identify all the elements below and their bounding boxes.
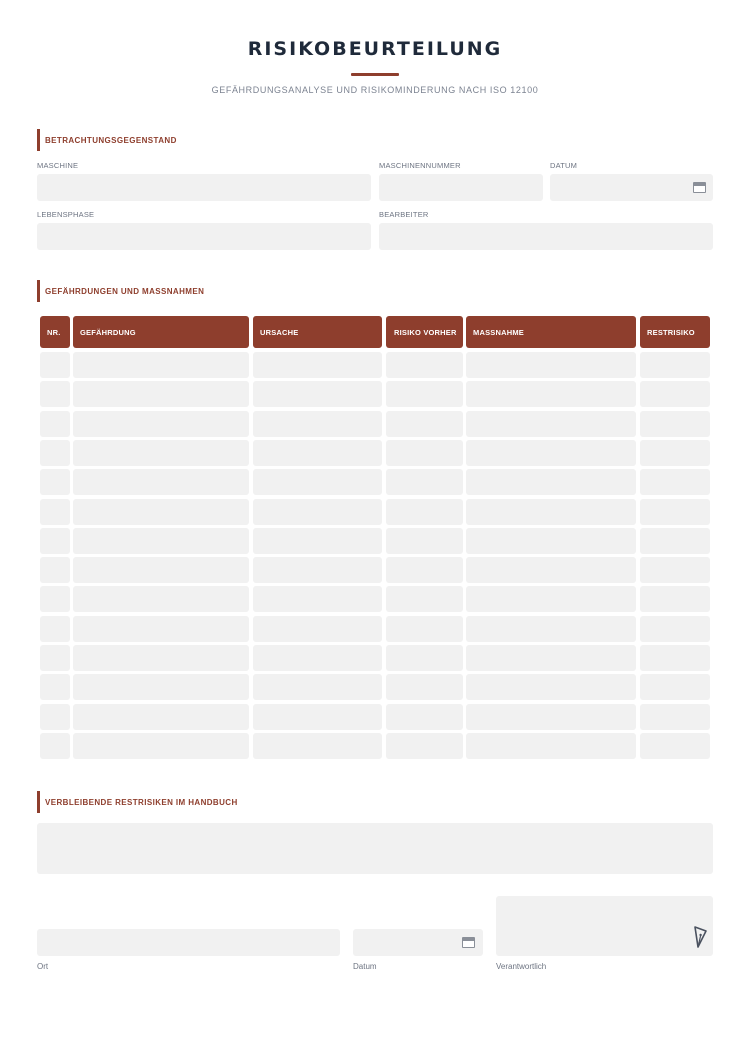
lebensphase-field[interactable] <box>37 223 371 250</box>
cell-nr[interactable] <box>40 674 70 700</box>
cell-ursache[interactable] <box>253 704 382 730</box>
signature-field[interactable] <box>496 896 713 956</box>
cell-gefaehrdung[interactable] <box>73 586 249 612</box>
label-datum-footer: Datum <box>353 962 377 971</box>
cell-massnahme[interactable] <box>466 499 636 525</box>
cell-ursache[interactable] <box>253 674 382 700</box>
title-divider <box>351 73 399 76</box>
label-maschinennummer: MASCHINENNUMMER <box>379 161 461 170</box>
section-heading-label: BETRACHTUNGSGEGENSTAND <box>45 135 177 145</box>
column-header-risiko-vorher: RISIKO VORHER <box>386 316 463 348</box>
cell-ursache[interactable] <box>253 469 382 495</box>
cell-gefaehrdung[interactable] <box>73 411 249 437</box>
calendar-icon[interactable] <box>462 937 475 948</box>
cell-nr[interactable] <box>40 704 70 730</box>
page-title: RISIKOBEURTEILUNG <box>247 38 503 60</box>
cell-gefaehrdung[interactable] <box>73 381 249 407</box>
cell-ursache[interactable] <box>253 440 382 466</box>
label-maschine: MASCHINE <box>37 161 79 170</box>
label-verantwortlich: Verantwortlich <box>496 962 547 971</box>
cell-gefaehrdung[interactable] <box>73 469 249 495</box>
cell-ursache[interactable] <box>253 586 382 612</box>
cell-gefaehrdung[interactable] <box>73 557 249 583</box>
cell-restrisiko[interactable] <box>640 440 710 466</box>
cell-gefaehrdung[interactable] <box>73 440 249 466</box>
cell-restrisiko[interactable] <box>640 411 710 437</box>
cell-ursache[interactable] <box>253 352 382 378</box>
cell-risiko-vorher[interactable] <box>386 381 463 407</box>
cell-ursache[interactable] <box>253 557 382 583</box>
cell-risiko-vorher[interactable] <box>386 704 463 730</box>
bearbeiter-field[interactable] <box>379 223 713 250</box>
cell-massnahme[interactable] <box>466 557 636 583</box>
restrisiken-textarea[interactable] <box>37 823 713 874</box>
ort-field[interactable] <box>37 929 340 956</box>
cell-massnahme[interactable] <box>466 352 636 378</box>
cell-nr[interactable] <box>40 645 70 671</box>
cell-gefaehrdung[interactable] <box>73 499 249 525</box>
cell-ursache[interactable] <box>253 616 382 642</box>
cell-nr[interactable] <box>40 586 70 612</box>
cell-gefaehrdung[interactable] <box>73 733 249 759</box>
cell-ursache[interactable] <box>253 381 382 407</box>
cell-nr[interactable] <box>40 381 70 407</box>
cell-nr[interactable] <box>40 528 70 554</box>
cell-risiko-vorher[interactable] <box>386 733 463 759</box>
cell-risiko-vorher[interactable] <box>386 645 463 671</box>
cell-risiko-vorher[interactable] <box>386 528 463 554</box>
cell-gefaehrdung[interactable] <box>73 352 249 378</box>
section-heading-label: VERBLEIBENDE RESTRISIKEN IM HANDBUCH <box>45 797 238 807</box>
cell-nr[interactable] <box>40 411 70 437</box>
cell-restrisiko[interactable] <box>640 704 710 730</box>
cell-massnahme[interactable] <box>466 411 636 437</box>
cell-massnahme[interactable] <box>466 645 636 671</box>
cell-restrisiko[interactable] <box>640 674 710 700</box>
column-header-nr: NR. <box>40 316 70 348</box>
cell-restrisiko[interactable] <box>640 586 710 612</box>
cell-massnahme[interactable] <box>466 616 636 642</box>
cell-ursache[interactable] <box>253 499 382 525</box>
cell-massnahme[interactable] <box>466 469 636 495</box>
cell-risiko-vorher[interactable] <box>386 499 463 525</box>
column-header-ursache: URSACHE <box>253 316 382 348</box>
cell-risiko-vorher[interactable] <box>386 411 463 437</box>
cell-massnahme[interactable] <box>466 440 636 466</box>
maschinennummer-field[interactable] <box>379 174 543 201</box>
cell-restrisiko[interactable] <box>640 528 710 554</box>
cell-massnahme[interactable] <box>466 704 636 730</box>
cell-restrisiko[interactable] <box>640 381 710 407</box>
cell-risiko-vorher[interactable] <box>386 674 463 700</box>
cell-ursache[interactable] <box>253 411 382 437</box>
cell-risiko-vorher[interactable] <box>386 586 463 612</box>
cell-ursache[interactable] <box>253 733 382 759</box>
section-heading-gefaehrdungen <box>37 280 204 302</box>
column-header-gefaehrdung: GEFÄHRDUNG <box>73 316 249 348</box>
cell-risiko-vorher[interactable] <box>386 469 463 495</box>
cell-risiko-vorher[interactable] <box>386 440 463 466</box>
cell-nr[interactable] <box>40 733 70 759</box>
cell-gefaehrdung[interactable] <box>73 528 249 554</box>
column-header-massnahme: MASSNAHME <box>466 316 636 348</box>
maschine-field[interactable] <box>37 174 371 201</box>
page-subtitle: GEFÄHRDUNGSANALYSE UND RISIKOMINDERUNG NACH ISO 12100 <box>211 85 539 95</box>
cell-nr[interactable] <box>40 616 70 642</box>
cell-gefaehrdung[interactable] <box>73 704 249 730</box>
footer-datum-field[interactable] <box>353 929 483 956</box>
cell-nr[interactable] <box>40 557 70 583</box>
column-header-restrisiko: RESTRISIKO <box>640 316 710 348</box>
cell-restrisiko[interactable] <box>640 645 710 671</box>
pen-icon[interactable] <box>692 925 708 949</box>
label-lebensphase: LEBENSPHASE <box>37 210 95 219</box>
cell-restrisiko[interactable] <box>640 499 710 525</box>
cell-nr[interactable] <box>40 499 70 525</box>
cell-ursache[interactable] <box>253 645 382 671</box>
label-ort: Ort <box>37 962 49 971</box>
cell-massnahme[interactable] <box>466 733 636 759</box>
section-heading-betrachtungsgegenstand <box>37 129 177 151</box>
section-heading-restrisiken <box>37 791 238 813</box>
cell-gefaehrdung[interactable] <box>73 674 249 700</box>
cell-restrisiko[interactable] <box>640 616 710 642</box>
label-datum: DATUM <box>550 161 578 170</box>
datum-field[interactable] <box>550 174 713 201</box>
section-heading-label: GEFÄHRDUNGEN UND MASSNAHMEN <box>45 286 205 296</box>
cell-gefaehrdung[interactable] <box>73 616 249 642</box>
calendar-icon[interactable] <box>693 182 706 193</box>
cell-risiko-vorher[interactable] <box>386 557 463 583</box>
label-bearbeiter: BEARBEITER <box>379 210 429 219</box>
cell-nr[interactable] <box>40 352 70 378</box>
cell-nr[interactable] <box>40 440 70 466</box>
cell-ursache[interactable] <box>253 528 382 554</box>
cell-nr[interactable] <box>40 469 70 495</box>
cell-massnahme[interactable] <box>466 528 636 554</box>
cell-massnahme[interactable] <box>466 381 636 407</box>
cell-restrisiko[interactable] <box>640 469 710 495</box>
cell-risiko-vorher[interactable] <box>386 616 463 642</box>
cell-restrisiko[interactable] <box>640 352 710 378</box>
cell-gefaehrdung[interactable] <box>73 645 249 671</box>
cell-restrisiko[interactable] <box>640 733 710 759</box>
cell-massnahme[interactable] <box>466 586 636 612</box>
cell-restrisiko[interactable] <box>640 557 710 583</box>
cell-massnahme[interactable] <box>466 674 636 700</box>
cell-risiko-vorher[interactable] <box>386 352 463 378</box>
